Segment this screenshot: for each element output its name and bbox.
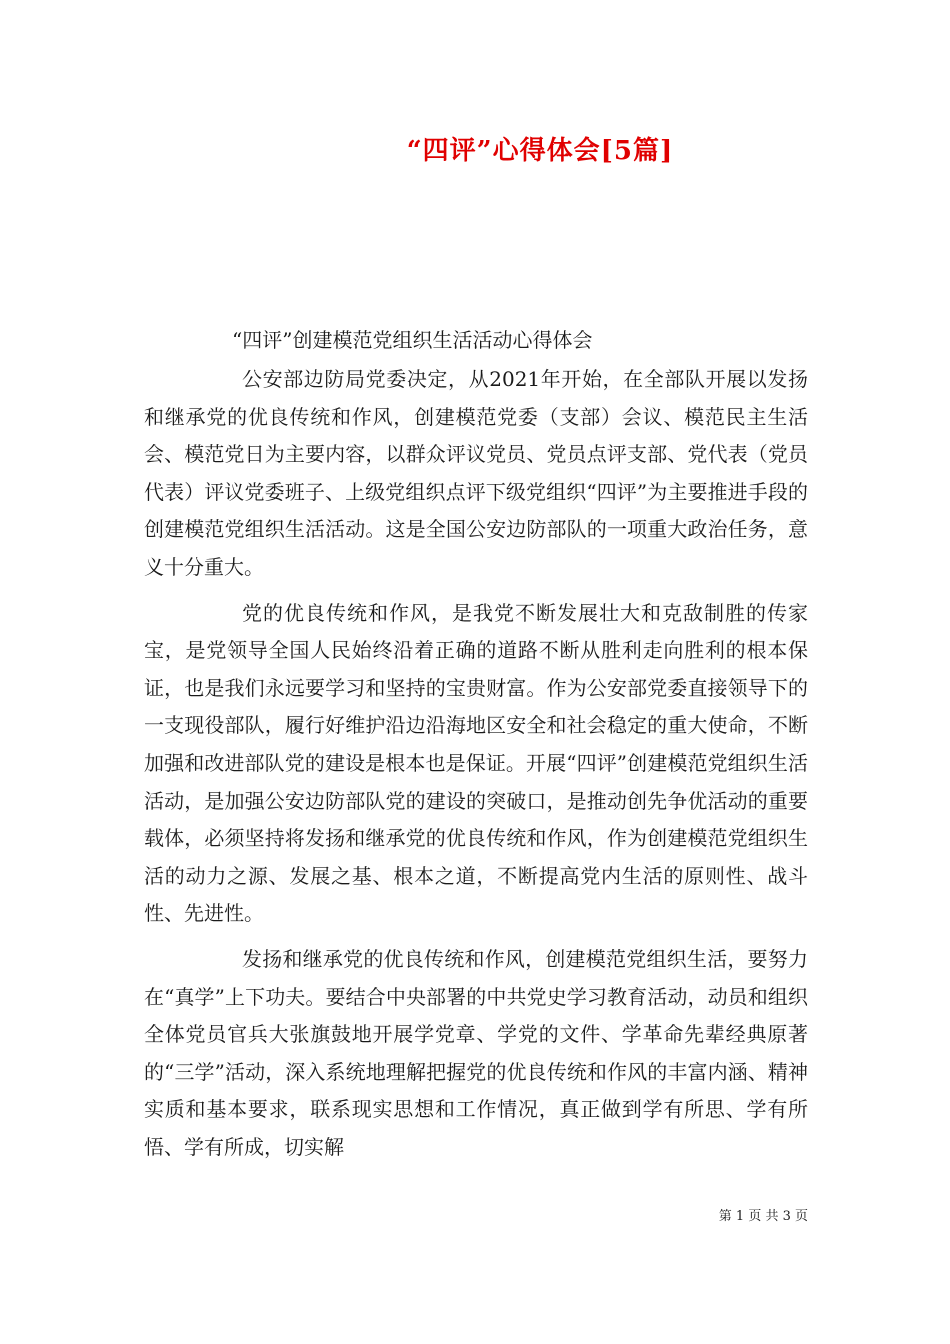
document-title: “四评”心得体会[5篇] (406, 136, 674, 166)
page-number: 第 1 页 共 3 页 (718, 1209, 808, 1224)
paragraph: 党的优良传统和作风，是我党不断发展壮大和克敌制胜的传家宝，是党领导全国人民始终沿着正确的道路不断从胜利走向胜利的根本保证，也是我们永远要学习和坚持的宝贵财富。作为公安部党委直接领导下的一支现役部队，履行好维护沿边沿海地区安全和社会稳定的重大使命，不断加强和改进部队党的建设是根本也是保证。开展“四评”创建模范党组织生活活动，是加强公安边防部队党的建设的突破口，是推动创先争优活动的重要载体，必须坚持将发扬和继承党的优良传统和作风，作为创建模范党组织生活的动力之源、发展之基、根本之道，不断提高党内生活的原则性、战斗性、先进性。 (144, 600, 808, 926)
article-subtitle: “四评”创建模范党组织生活活动心得体会 (232, 328, 593, 352)
article-body (144, 361, 808, 1166)
paragraph: 发扬和继承党的优良传统和作风，创建模范党组织生活，要努力在“真学”上下功夫。要结合中央部署的中共党史学习教育活动，动员和组织全体党员官兵大张旗鼓地开展学党章、学党的文件、学革命先辈经典原著的“三学”活动，深入系统地理解把握党的优良传统和作风的丰富内涵、精神实质和基本要求，联系现实思想和工作情况，真正做到学有所思、学有所悟、学有所成，切实解 (144, 946, 808, 1159)
paragraph: 公安部边防局党委决定，从2021年开始，在全部队开展以发扬和继承党的优良传统和作风，创建模范党委（支部）会议、模范民主生活会、模范党日为主要内容，以群众评议党员、党员点评支部、党代表（党员代表）评议党委班子、上级党组织点评下级党组织“四评”为主要推进手段的创建模范党组织生活活动。这是全国公安边防部队的一项重大政治任务，意义十分重大。 (144, 367, 808, 579)
